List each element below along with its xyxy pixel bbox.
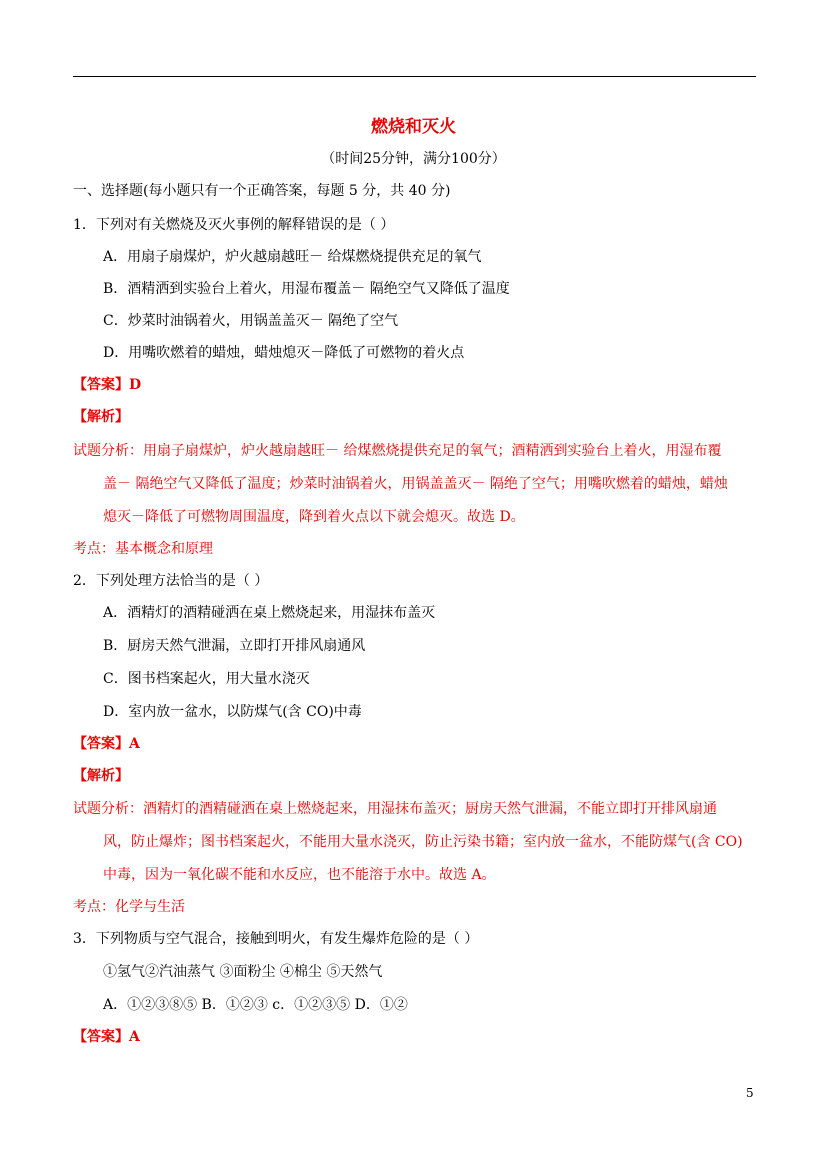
- page-number: 5: [746, 1086, 754, 1100]
- q1-answer: 【答案】D: [73, 377, 142, 393]
- q1-option-a: A．用扇子扇煤炉，炉火越扇越旺－ 给煤燃烧提供充足的氧气: [103, 249, 482, 265]
- q2-option-d: D．室内放一盆水，以防煤气(含 CO)中毒: [103, 704, 362, 720]
- subtitle: （时间25分钟，满分100分）: [321, 151, 506, 167]
- q1-stem: 1．下列对有关燃烧及灭火事例的解释错误的是（ ）: [73, 217, 395, 233]
- q2-analysis-line-3: 中毒，因为一氧化碳不能和水反应，也不能溶于水中。故选 A。: [103, 867, 496, 883]
- q2-kaodian: 考点：化学与生活: [73, 899, 185, 915]
- q2-stem: 2．下列处理方法恰当的是（ ）: [73, 573, 269, 589]
- q2-analysis-line-1: 试题分析：酒精灯的酒精碰洒在桌上燃烧起来，用湿抹布盖灭；厨房天然气泄漏，不能立即打开排风扇通: [73, 801, 717, 817]
- q1-option-c: C．炒菜时油锅着火，用锅盖盖灭－ 隔绝了空气: [103, 313, 399, 329]
- q1-analysis-line-1: 试题分析：用扇子扇煤炉，炉火越扇越旺－ 给煤燃烧提供充足的氧气；酒精洒到实验台上着火，用湿布覆: [73, 443, 722, 459]
- q1-option-d: D．用嘴吹燃着的蜡烛，蜡烛熄灭－降低了可燃物的着火点: [103, 345, 465, 361]
- q2-option-a: A．酒精灯的酒精碰洒在桌上燃烧起来，用湿抹布盖灭: [103, 605, 436, 621]
- q1-option-b: B．酒精洒到实验台上着火，用湿布覆盖－ 隔绝空气又降低了温度: [103, 281, 510, 297]
- q3-stem: 3．下列物质与空气混合，接触到明火，有发生爆炸危险的是（ ）: [73, 931, 479, 947]
- q1-kaodian: 考点：基本概念和原理: [73, 541, 213, 557]
- q2-analysis-label: 【解析】: [73, 768, 129, 784]
- section-heading: 一、选择题(每小题只有一个正确答案，每题 5 分，共 40 分): [73, 183, 451, 199]
- page-title: 燃烧和灭火: [371, 117, 456, 137]
- q2-analysis-line-2: 风，防止爆炸；图书档案起火，不能用大量水浇灭，防止污染书籍；室内放一盆水，不能防煤气(含 CO): [103, 834, 743, 850]
- q2-option-b: B．厨房天然气泄漏，立即打开排风扇通风: [103, 638, 366, 654]
- q1-analysis-line-3: 熄灭－降低了可燃物周围温度，降到着火点以下就会熄灭。故选 D。: [103, 509, 525, 525]
- q3-options: A．①②③⑧⑤ B．①②③ c．①②③⑤ D．①②: [103, 997, 408, 1013]
- q1-analysis-line-2: 盖－ 隔绝空气又降低了温度；炒菜时油锅着火，用锅盖盖灭－ 隔绝了空气；用嘴吹燃着的蜡烛，蜡烛: [103, 476, 728, 492]
- q2-answer: 【答案】A: [73, 736, 140, 752]
- q2-option-c: C．图书档案起火，用大量水浇灭: [103, 671, 310, 687]
- q1-analysis-label: 【解析】: [73, 409, 129, 425]
- header-rule: [73, 76, 756, 77]
- q3-answer: 【答案】A: [73, 1029, 140, 1045]
- q3-items: ①氢气②汽油蒸气 ③面粉尘 ④棉尘 ⑤天然气: [103, 964, 383, 980]
